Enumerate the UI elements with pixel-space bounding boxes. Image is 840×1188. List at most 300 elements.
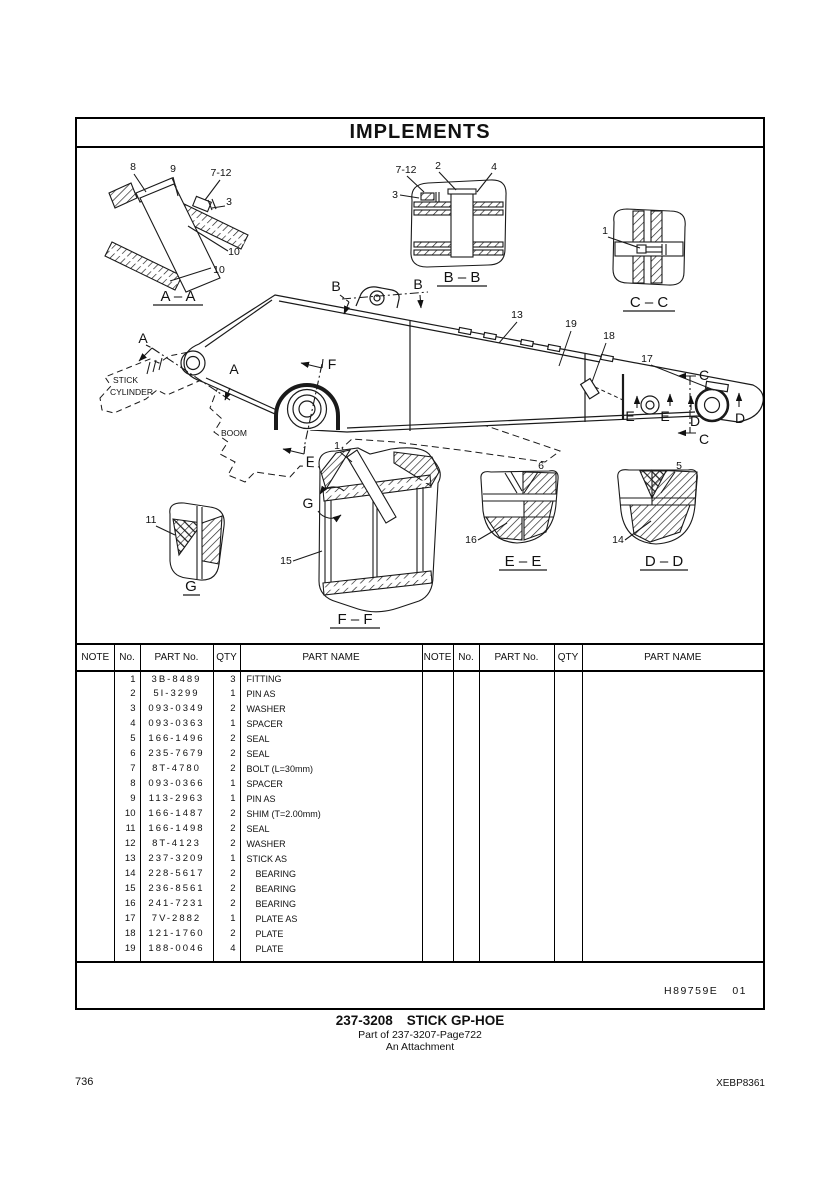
- cell-qty: 1: [213, 911, 240, 926]
- cell-empty: [582, 746, 763, 761]
- table-row: [77, 941, 763, 956]
- cell-no: 19: [114, 941, 140, 956]
- cell-qty: 2: [213, 836, 240, 851]
- cell-empty: [582, 776, 763, 791]
- callout-7-12: 7-12: [395, 164, 417, 176]
- callout-7-12: 7-12: [210, 167, 232, 179]
- cell-part-no: 188-0046: [140, 941, 213, 956]
- view-letter-c2: C: [698, 431, 710, 447]
- cell-qty: 2: [213, 821, 240, 836]
- view-letter-d1: D: [689, 413, 701, 429]
- cell-qty: 1: [213, 791, 240, 806]
- cell-empty: [554, 851, 582, 866]
- cell-empty: [554, 806, 582, 821]
- header-part-no-right: PART No.: [479, 645, 554, 671]
- section-g-title: G: [185, 578, 197, 595]
- cell-qty: 2: [213, 896, 240, 911]
- view-letter-b2: B: [413, 276, 423, 292]
- cell-empty: [453, 731, 479, 746]
- header-note-right: NOTE: [422, 645, 453, 671]
- table-row: [77, 881, 763, 896]
- cell-filler: [453, 956, 479, 961]
- cell-empty: [479, 866, 554, 881]
- cell-note: [77, 851, 114, 866]
- callout-6: 6: [538, 460, 544, 472]
- cell-part-name: SPACER: [240, 776, 422, 791]
- section-ff-drawing: [280, 440, 440, 628]
- cell-note: [77, 761, 114, 776]
- callout-13: 13: [511, 309, 523, 321]
- cell-empty: [582, 866, 763, 881]
- cell-note: [77, 731, 114, 746]
- section-aa-drawing: [105, 161, 248, 305]
- cell-qty: 1: [213, 776, 240, 791]
- cell-filler: [422, 956, 453, 961]
- cell-empty: [479, 731, 554, 746]
- cell-part-name: PLATE: [240, 941, 422, 956]
- cell-qty: 2: [213, 866, 240, 881]
- cell-empty: [422, 701, 453, 716]
- cell-part-name: WASHER: [240, 836, 422, 851]
- cell-note: [77, 671, 114, 686]
- table-row: [77, 776, 763, 791]
- table-row: [77, 821, 763, 836]
- callout-4: 4: [491, 161, 497, 173]
- cell-part-no: 166-1487: [140, 806, 213, 821]
- table-row: [77, 761, 763, 776]
- callout-14: 14: [612, 534, 624, 546]
- cell-empty: [453, 926, 479, 941]
- page-title: IMPLEMENTS: [349, 121, 491, 143]
- header-no-left: No.: [114, 645, 140, 671]
- stick-cylinder-label-1: STICK: [113, 375, 139, 385]
- table-row: [77, 746, 763, 761]
- cell-part-name: SPACER: [240, 716, 422, 731]
- cell-empty: [582, 821, 763, 836]
- cell-note: [77, 746, 114, 761]
- cell-empty: [422, 866, 453, 881]
- cell-qty: 4: [213, 941, 240, 956]
- cell-empty: [479, 851, 554, 866]
- cell-empty: [422, 896, 453, 911]
- cell-empty: [582, 881, 763, 896]
- cell-empty: [554, 926, 582, 941]
- cell-empty: [422, 821, 453, 836]
- cell-empty: [422, 881, 453, 896]
- cell-part-no: 8T-4123: [140, 836, 213, 851]
- cell-empty: [479, 671, 554, 686]
- assembly-title: [0, 1013, 840, 1029]
- cell-empty: [453, 896, 479, 911]
- cell-empty: [582, 716, 763, 731]
- cell-part-name: SEAL: [240, 746, 422, 761]
- cell-part-name: SEAL: [240, 821, 422, 836]
- cell-empty: [479, 791, 554, 806]
- cell-no: 9: [114, 791, 140, 806]
- cell-empty: [554, 776, 582, 791]
- cell-empty: [422, 791, 453, 806]
- cell-part-name: PLATE: [240, 926, 422, 941]
- cell-empty: [453, 806, 479, 821]
- view-letter-g: G: [302, 495, 314, 511]
- view-letter-d2: D: [734, 410, 746, 426]
- cell-empty: [554, 701, 582, 716]
- table-row: [77, 911, 763, 926]
- cell-qty: 1: [213, 716, 240, 731]
- cell-empty: [582, 941, 763, 956]
- view-letter-e2: E: [660, 408, 670, 424]
- cell-empty: [422, 836, 453, 851]
- cell-qty: 2: [213, 926, 240, 941]
- stick-cylinder-label-2: CYLINDER: [110, 387, 153, 397]
- cell-part-no: 113-2963: [140, 791, 213, 806]
- cell-part-no: 237-3209: [140, 851, 213, 866]
- cell-empty: [453, 761, 479, 776]
- section-bb-title: B – B: [443, 269, 481, 286]
- doc-strip: [77, 963, 763, 1008]
- cell-qty: 3: [213, 671, 240, 686]
- parts-table-wrap: [77, 643, 763, 963]
- cell-empty: [453, 776, 479, 791]
- cell-filler: [240, 956, 422, 961]
- callout-8: 8: [130, 161, 136, 173]
- cell-empty: [422, 671, 453, 686]
- table-filler-row: [77, 956, 763, 961]
- cell-empty: [582, 851, 763, 866]
- cell-empty: [479, 941, 554, 956]
- media-number: XEBP8361: [716, 1078, 765, 1089]
- sheet-footer: [0, 1013, 840, 1053]
- cell-note: [77, 926, 114, 941]
- cell-empty: [582, 911, 763, 926]
- cell-empty: [453, 701, 479, 716]
- cell-empty: [479, 821, 554, 836]
- table-row: [77, 716, 763, 731]
- cell-part-name: WASHER: [240, 701, 422, 716]
- cell-empty: [453, 911, 479, 926]
- cell-empty: [582, 896, 763, 911]
- cell-empty: [554, 731, 582, 746]
- cell-empty: [453, 791, 479, 806]
- cell-no: 6: [114, 746, 140, 761]
- view-letter-c1: C: [698, 367, 710, 383]
- cell-note: [77, 836, 114, 851]
- cell-empty: [554, 761, 582, 776]
- cell-part-name: STICK AS: [240, 851, 422, 866]
- view-letter-e1: E: [625, 408, 635, 424]
- cell-empty: [453, 881, 479, 896]
- cell-note: [77, 866, 114, 881]
- view-letter-a1: A: [138, 330, 148, 346]
- cell-empty: [453, 746, 479, 761]
- cell-qty: 2: [213, 806, 240, 821]
- cell-empty: [453, 836, 479, 851]
- cell-empty: [554, 821, 582, 836]
- cell-part-name: BEARING: [240, 881, 422, 896]
- cell-no: 13: [114, 851, 140, 866]
- section-bb-drawing: [392, 160, 506, 286]
- callout-16: 16: [465, 534, 477, 546]
- table-row: [77, 791, 763, 806]
- table-row: [77, 866, 763, 881]
- cell-part-no: 166-1496: [140, 731, 213, 746]
- callout-10b: 10: [213, 264, 225, 276]
- cell-empty: [479, 911, 554, 926]
- cell-filler: [582, 956, 763, 961]
- table-row: [77, 806, 763, 821]
- cell-empty: [554, 686, 582, 701]
- parts-table-body: [77, 671, 763, 961]
- cell-empty: [453, 821, 479, 836]
- cell-no: 5: [114, 731, 140, 746]
- cell-part-name: BOLT (L=30mm): [240, 761, 422, 776]
- cell-empty: [582, 791, 763, 806]
- cell-filler: [213, 956, 240, 961]
- cell-part-no: 228-5617: [140, 866, 213, 881]
- cell-qty: 2: [213, 761, 240, 776]
- header-qty-left: QTY: [213, 645, 240, 671]
- cell-part-no: 3B-8489: [140, 671, 213, 686]
- attachment-line: An Attachment: [385, 1040, 455, 1053]
- section-dd-title: D – D: [644, 553, 684, 570]
- cell-no: 8: [114, 776, 140, 791]
- cell-empty: [479, 836, 554, 851]
- cell-note: [77, 821, 114, 836]
- part-of-line: Part of 237-3207-Page722: [358, 1028, 482, 1041]
- callout-9: 9: [170, 163, 176, 175]
- cell-part-no: 8T-4780: [140, 761, 213, 776]
- cell-empty: [453, 941, 479, 956]
- cell-qty: 1: [213, 686, 240, 701]
- table-header-row: [77, 645, 763, 671]
- cell-empty: [479, 686, 554, 701]
- cell-empty: [554, 941, 582, 956]
- cell-empty: [479, 761, 554, 776]
- cell-empty: [554, 911, 582, 926]
- assembly-name: STICK GP-HOE: [406, 1013, 505, 1028]
- cell-part-no: 7V-2882: [140, 911, 213, 926]
- cell-empty: [453, 671, 479, 686]
- parts-table: [77, 645, 763, 961]
- cell-empty: [479, 701, 554, 716]
- cell-empty: [422, 911, 453, 926]
- cell-no: 16: [114, 896, 140, 911]
- cell-note: [77, 791, 114, 806]
- view-letter-a2: A: [229, 361, 239, 377]
- table-row: [77, 686, 763, 701]
- cell-note: [77, 881, 114, 896]
- cell-empty: [422, 806, 453, 821]
- section-g-drawing: [146, 503, 225, 595]
- table-row: [77, 896, 763, 911]
- section-cc-drawing: [602, 209, 685, 311]
- cell-note: [77, 776, 114, 791]
- cell-empty: [422, 716, 453, 731]
- cell-no: 4: [114, 716, 140, 731]
- cell-part-no: 236-8561: [140, 881, 213, 896]
- boom-label: BOOM: [221, 428, 247, 438]
- cell-filler: [479, 956, 554, 961]
- callout-1: 1: [602, 225, 608, 237]
- cell-empty: [479, 806, 554, 821]
- callout-19: 19: [565, 318, 577, 330]
- header-note-left: NOTE: [77, 645, 114, 671]
- exploded-view-diagram: [77, 148, 763, 643]
- header-part-no-left: PART No.: [140, 645, 213, 671]
- callout-3: 3: [392, 189, 398, 201]
- cell-qty: 2: [213, 746, 240, 761]
- cell-qty: 2: [213, 731, 240, 746]
- cell-empty: [582, 806, 763, 821]
- cell-empty: [422, 746, 453, 761]
- cell-empty: [554, 896, 582, 911]
- section-dd-drawing: [612, 460, 697, 570]
- cell-qty: 1: [213, 851, 240, 866]
- cell-empty: [453, 686, 479, 701]
- cell-empty: [554, 746, 582, 761]
- cell-empty: [554, 791, 582, 806]
- cell-empty: [479, 881, 554, 896]
- assembly-number: 237-3208: [335, 1013, 393, 1028]
- parts-sheet: [75, 117, 765, 1010]
- doc-revision: 01: [732, 985, 747, 997]
- view-letter-f2: F: [305, 453, 315, 469]
- sheet-title-bar: [77, 119, 763, 148]
- cell-part-name: FITTING: [240, 671, 422, 686]
- callout-18: 18: [603, 330, 615, 342]
- cell-part-no: 093-0366: [140, 776, 213, 791]
- table-row: [77, 701, 763, 716]
- cell-part-no: 166-1498: [140, 821, 213, 836]
- doc-number-value: H89759E: [664, 985, 719, 997]
- table-row: [77, 731, 763, 746]
- cell-note: [77, 716, 114, 731]
- cell-part-no: 093-0363: [140, 716, 213, 731]
- cell-qty: 2: [213, 701, 240, 716]
- cell-no: 7: [114, 761, 140, 776]
- view-letter-f1: F: [327, 356, 337, 372]
- cell-empty: [554, 671, 582, 686]
- cell-no: 2: [114, 686, 140, 701]
- callout-1: 1: [334, 440, 340, 452]
- cell-filler: [114, 956, 140, 961]
- cell-part-no: 093-0349: [140, 701, 213, 716]
- callout-5: 5: [676, 460, 682, 472]
- cell-empty: [479, 926, 554, 941]
- cell-no: 17: [114, 911, 140, 926]
- cell-empty: [422, 926, 453, 941]
- callout-15: 15: [280, 555, 292, 567]
- cell-empty: [422, 686, 453, 701]
- cell-no: 11: [114, 821, 140, 836]
- cell-empty: [479, 746, 554, 761]
- cell-empty: [422, 761, 453, 776]
- cell-filler: [77, 956, 114, 961]
- cell-filler: [140, 956, 213, 961]
- cell-part-no: 5I-3299: [140, 686, 213, 701]
- header-qty-right: QTY: [554, 645, 582, 671]
- table-row: [77, 851, 763, 866]
- cell-no: 10: [114, 806, 140, 821]
- cell-no: 15: [114, 881, 140, 896]
- header-part-name-left: PART NAME: [240, 645, 422, 671]
- diagram-area: [77, 148, 763, 643]
- cell-part-name: BEARING: [240, 896, 422, 911]
- cell-part-name: SEAL: [240, 731, 422, 746]
- cell-empty: [554, 866, 582, 881]
- cell-part-no: 235-7679: [140, 746, 213, 761]
- section-ee-title: E – E: [504, 553, 542, 570]
- cell-part-name: PIN AS: [240, 686, 422, 701]
- cell-note: [77, 686, 114, 701]
- cell-part-no: 121-1760: [140, 926, 213, 941]
- doc-number: [664, 985, 747, 997]
- cell-empty: [479, 896, 554, 911]
- view-letter-b1: B: [331, 278, 341, 294]
- cell-note: [77, 911, 114, 926]
- cell-no: 12: [114, 836, 140, 851]
- cell-note: [77, 896, 114, 911]
- cell-empty: [479, 776, 554, 791]
- cell-empty: [453, 866, 479, 881]
- cell-no: 14: [114, 866, 140, 881]
- header-part-name-right: PART NAME: [582, 645, 763, 671]
- cell-empty: [582, 761, 763, 776]
- section-cc-title: C – C: [629, 294, 669, 311]
- callout-2: 2: [435, 160, 441, 172]
- cell-part-name: PIN AS: [240, 791, 422, 806]
- cell-qty: 2: [213, 881, 240, 896]
- callout-10a: 10: [228, 246, 240, 258]
- cell-empty: [582, 686, 763, 701]
- cell-note: [77, 701, 114, 716]
- table-row: [77, 671, 763, 686]
- cell-no: 1: [114, 671, 140, 686]
- cell-empty: [479, 716, 554, 731]
- cell-empty: [582, 701, 763, 716]
- cell-empty: [422, 941, 453, 956]
- table-row: [77, 926, 763, 941]
- cell-empty: [422, 776, 453, 791]
- callout-17: 17: [641, 353, 653, 365]
- cell-part-name: BEARING: [240, 866, 422, 881]
- cell-empty: [554, 716, 582, 731]
- cell-empty: [422, 731, 453, 746]
- cell-part-name: SHIM (T=2.00mm): [240, 806, 422, 821]
- table-row: [77, 836, 763, 851]
- cell-empty: [453, 851, 479, 866]
- cell-note: [77, 806, 114, 821]
- header-no-right: No.: [453, 645, 479, 671]
- cell-part-name: PLATE AS: [240, 911, 422, 926]
- section-aa-title: A – A: [160, 288, 196, 305]
- section-ee-drawing: [465, 460, 558, 570]
- cell-empty: [554, 881, 582, 896]
- cell-empty: [554, 836, 582, 851]
- cell-empty: [582, 926, 763, 941]
- cell-part-no: 241-7231: [140, 896, 213, 911]
- section-ff-title: F – F: [337, 611, 373, 628]
- cell-empty: [582, 671, 763, 686]
- cell-empty: [582, 731, 763, 746]
- cell-no: 18: [114, 926, 140, 941]
- cell-empty: [422, 851, 453, 866]
- cell-empty: [582, 836, 763, 851]
- cell-note: [77, 941, 114, 956]
- callout-11: 11: [145, 514, 157, 526]
- page-number: 736: [75, 1076, 94, 1088]
- cell-empty: [453, 716, 479, 731]
